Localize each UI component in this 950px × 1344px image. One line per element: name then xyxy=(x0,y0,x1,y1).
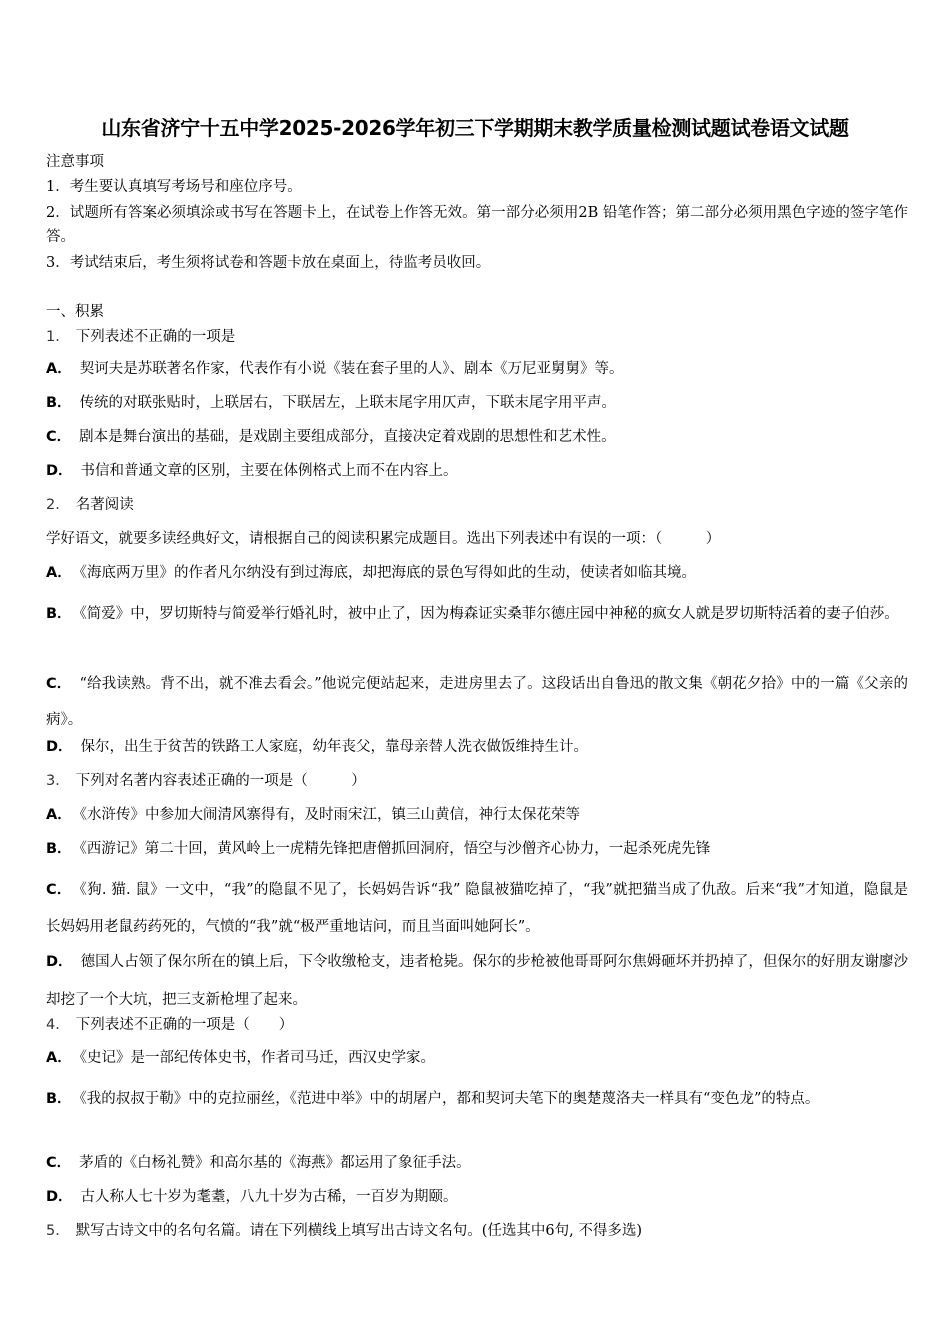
section-heading: 一、积累 xyxy=(46,304,104,320)
question-number: 1． xyxy=(46,329,70,345)
question-stem: 下列对名著内容表述正确的一项是（ ） xyxy=(75,773,366,789)
option-label: C． xyxy=(46,1155,72,1171)
question-stem: 下列表述不正确的一项是（ ） xyxy=(75,1017,294,1033)
q2-intro: 学好语文，就要多读经典好文，请根据自己的阅读积累完成题目。选出下列表述中有误的一项：（ ） xyxy=(46,531,721,547)
option-text: “给我读熟。背不出，就不准去看会。”他说完便站起来，走进房里去了。这段话出自鲁迅的散文集《朝花夕拾》中的一篇《父亲的病》。 xyxy=(46,676,908,728)
option-label: D． xyxy=(46,463,73,479)
q2-option-b xyxy=(46,596,908,632)
q3-option-b xyxy=(46,839,908,859)
notice-item-2: 2．试题所有答案必须填涂或书写在答题卡上，在试卷上作答无效。第一部分必须用2B 铅笔作答；第二部分必须用黑色字迹的签字笔作答。 xyxy=(46,205,908,245)
option-label: D． xyxy=(46,739,73,755)
option-label: B． xyxy=(46,395,72,411)
option-text: 《简爱》中，罗切斯特与简爱举行婚礼时，被中止了，因为梅森证实桑菲尔德庄园中神秘的疯女人就是罗切斯特活着的妻子伯莎。 xyxy=(79,606,899,622)
q4-option-b xyxy=(46,1080,908,1118)
q3-option-a xyxy=(46,805,908,825)
question-number: 4． xyxy=(46,1017,70,1033)
option-label: A． xyxy=(46,1050,72,1066)
option-label: D． xyxy=(46,1189,73,1205)
option-text: 《水浒传》中参加大闹清风寨得有，及时雨宋江，镇三山黄信，神行太保花荣等 xyxy=(79,807,580,823)
option-text: 保尔，出生于贫苦的铁路工人家庭，幼年丧父，靠母亲替人洗衣做饭维持生计。 xyxy=(80,739,589,755)
option-text: 契诃夫是苏联著名作家，代表作有小说《装在套子里的人》、剧本《万尼亚舅舅》等。 xyxy=(79,361,624,377)
question-number: 2． xyxy=(46,497,70,513)
option-text: 德国人占领了保尔所在的镇上后，下令收缴枪支，违者枪毙。保尔的步枪被他哥哥阿尔焦姆砸坏并扔掉了，但保尔的好朋友谢廖沙却挖了一个大坑，把三支新枪埋了起来。 xyxy=(46,954,908,1008)
q2-option-c xyxy=(46,666,908,738)
option-label: A． xyxy=(46,565,72,581)
question-stem: 默写古诗文中的名句名篇。请在下列横线上填写出古诗文名句。(任选其中6句, 不得多选) xyxy=(75,1223,642,1239)
q4-option-d xyxy=(46,1187,908,1207)
option-label: C． xyxy=(46,882,72,898)
question-number: 3． xyxy=(46,773,70,789)
option-text: 《我的叔叔于勒》中的克拉丽丝，《范进中举》中的胡屠户，都和契诃夫笔下的奥楚蔑洛夫一样具有“变色龙”的特点。 xyxy=(79,1091,820,1107)
question-stem: 名著阅读 xyxy=(75,497,134,513)
option-text: 剧本是舞台演出的基础，是戏剧主要组成部分，直接决定着戏剧的思想性和艺术性。 xyxy=(79,429,616,445)
option-text: 传统的对联张贴时，上联居右，下联居左，上联末尾字用仄声，下联末尾字用平声。 xyxy=(79,395,617,411)
option-text: 《狗. 猫. 鼠》一文中，“我”的隐鼠不见了，长妈妈告诉“我” 隐鼠被猫吃掉了，“我”就把猫当成了仇敌。后来“我”才知道，隐鼠是长妈妈用老鼠药药死的，气愤的“我”就“极严重地诘问，而且当面叫她阿长”。 xyxy=(46,882,908,935)
page-title: 山东省济宁十五中学2025-2026学年初三下学期期末教学质量检测试题试卷语文试题 xyxy=(101,116,849,140)
question-4 xyxy=(46,1015,908,1035)
option-label: B． xyxy=(46,1091,72,1107)
q1-option-c xyxy=(46,427,908,447)
option-text: 《海底两万里》的作者凡尔纳没有到过海底，却把海底的景色写得如此的生动，使读者如临其境。 xyxy=(79,565,696,581)
option-label: C． xyxy=(46,676,72,692)
option-label: B． xyxy=(46,841,72,857)
question-2 xyxy=(46,495,908,515)
q3-option-c xyxy=(46,872,908,946)
option-label: D． xyxy=(46,954,73,970)
notice-heading: 注意事项 xyxy=(46,154,104,170)
question-3 xyxy=(46,771,908,791)
question-1 xyxy=(46,327,908,347)
notice-item-3: 3．考试结束后，考生须将试卷和答题卡放在桌面上，待监考员收回。 xyxy=(46,255,491,271)
q1-option-d xyxy=(46,461,908,481)
option-text: 《西游记》第二十回，黄风岭上一虎精先锋把唐僧抓回洞府，悟空与沙僧齐心协力，一起杀死虎先锋 xyxy=(79,841,711,857)
q2-option-d xyxy=(46,737,908,757)
question-5 xyxy=(46,1221,908,1241)
question-stem: 下列表述不正确的一项是 xyxy=(75,329,236,345)
q4-option-a xyxy=(46,1048,908,1068)
q1-option-b xyxy=(46,393,908,413)
q1-option-a xyxy=(46,359,908,379)
q2-option-a xyxy=(46,563,908,583)
option-text: 茅盾的《白杨礼赞》和高尔基的《海燕》都运用了象征手法。 xyxy=(79,1155,471,1171)
option-label: A． xyxy=(46,807,72,823)
option-text: 《史记》是一部纪传体史书，作者司马迁，西汉史学家。 xyxy=(79,1050,435,1066)
q4-option-c xyxy=(46,1153,908,1173)
option-label: A． xyxy=(46,361,72,377)
option-label: B． xyxy=(46,606,72,622)
notice-item-1: 1．考生要认真填写考场号和座位序号。 xyxy=(46,179,302,195)
option-label: C． xyxy=(46,429,72,445)
option-text: 书信和普通文章的区别，主要在体例格式上而不在内容上。 xyxy=(80,463,458,479)
option-text: 古人称人七十岁为耄耋，八九十岁为古稀，一百岁为期颐。 xyxy=(80,1189,458,1205)
q3-option-d xyxy=(46,943,908,1019)
question-number: 5． xyxy=(46,1223,70,1239)
